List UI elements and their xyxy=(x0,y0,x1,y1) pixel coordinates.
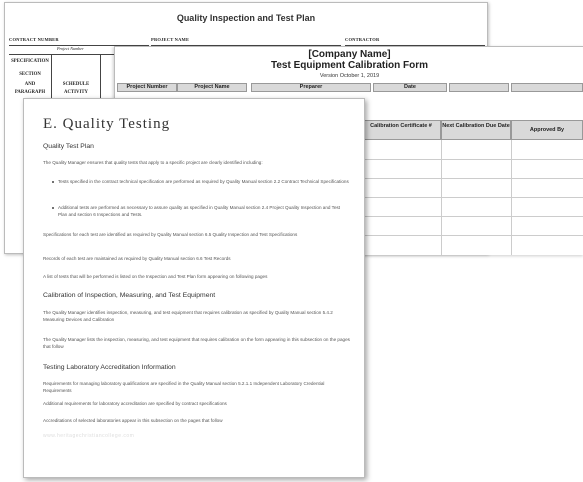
quality-testing-page xyxy=(23,98,365,478)
laboratory-section-title: Testing Laboratory Accreditation Information xyxy=(43,364,176,371)
bullet-1: Tests specified in the contract technical specification are performed as required by Quality Manual section 2.2 Contract Technical Specifications xyxy=(58,179,349,184)
project-number-label: Project Number xyxy=(57,46,84,51)
spec-section-label-3: AND xyxy=(24,82,36,87)
schedule-label: SCHEDULE xyxy=(62,82,90,87)
company-name: [Company Name] xyxy=(308,49,391,60)
grid-col-line xyxy=(511,140,512,255)
contract-number-header: CONTRACT NUMBER xyxy=(9,37,149,46)
bullet-dot xyxy=(52,207,54,209)
next-calibration-due-col: Next Calibration Due Date xyxy=(441,120,511,140)
grid-row-line xyxy=(361,159,583,160)
paragraph-4: A list of tests that will be performed is listed on the Inspection and Test Plan form appearing on following pages xyxy=(43,274,268,279)
calibration-form-title: Test Equipment Calibration Form xyxy=(270,60,429,71)
grid-row-line xyxy=(361,216,583,217)
row-divider xyxy=(9,54,119,55)
grid-row-line xyxy=(361,178,583,179)
blank-header-field xyxy=(449,83,509,92)
bullet-dot xyxy=(52,181,54,183)
contractor-header: CONTRACTOR xyxy=(345,37,485,46)
quality-testing-heading: E. Quality Testing xyxy=(43,116,171,132)
project-name-field: Project Name xyxy=(177,83,247,92)
paragraph-9: Accreditations of selected laboratories appear in this subsection on the pages that follow xyxy=(43,418,223,423)
grid-row-line xyxy=(361,197,583,198)
paragraph-3: Records of each test are maintained as required by Quality Manual section 6.6 Test Records xyxy=(43,256,231,261)
quality-test-plan-title: Quality Test Plan xyxy=(43,143,94,150)
paragraph-2: Specifications for each test are identified as required by Quality Manual section 6.5 Quality Inspection and Test Specifications xyxy=(43,232,298,237)
approved-by-col: Approved By xyxy=(511,120,583,140)
paragraph-7: Requirements for managing laboratory qualifications are specified in the Quality Manual section 5.2.1.1 Independent Laboratory Credential Requirements xyxy=(43,381,325,393)
project-name-header: PROJECT NAME xyxy=(151,37,341,46)
spec-section-label-2: SECTION xyxy=(19,72,41,77)
grid-row-line xyxy=(361,235,583,236)
paragraph-6: The Quality Manager lists the inspection, measuring, and test equipment that requires calibration on the form appearing in this subsection on the pages that follow xyxy=(43,337,350,349)
spec-section-label-1: SPECIFICATION xyxy=(11,59,49,64)
project-number-field: Project Number xyxy=(117,83,177,92)
date-field: Date xyxy=(373,83,447,92)
bullet-2: Additional tests are performed as necessary to assure quality as specified in Quality Manual section 2.4 Project Quality Inspection and Test Plan and section 6 Inspections and Tests. xyxy=(58,205,341,217)
spec-section-label-4: PARAGRAPH xyxy=(14,90,46,95)
paragraph-8: Additional requirements for laboratory accreditation are specified by contract specifications xyxy=(43,401,227,406)
preparer-field: Preparer xyxy=(251,83,371,92)
grid-col-line xyxy=(441,140,442,255)
activity-label: ACTIVITY xyxy=(64,90,88,95)
watermark-text: www.heritagechristiancollege.com xyxy=(43,433,135,439)
calibration-section-title: Calibration of Inspection, Measuring, and Test Equipment xyxy=(43,292,216,299)
form-version: Version October 1, 2019 xyxy=(319,73,380,79)
blank-header-field xyxy=(511,83,583,92)
calibration-certificate-col: Calibration Certificate # xyxy=(361,120,441,140)
paragraph-5: The Quality Manager identifies inspection, measuring, and test equipment that requires calibration as specified by Quality Manual section 5.4.2 Measuring Devices and Calibration xyxy=(43,310,333,322)
paragraph-1: The Quality Manager ensures that quality tests that apply to a specific project are clearly identified including: xyxy=(43,160,263,165)
inspection-plan-title: Quality Inspection and Test Plan xyxy=(176,13,316,23)
